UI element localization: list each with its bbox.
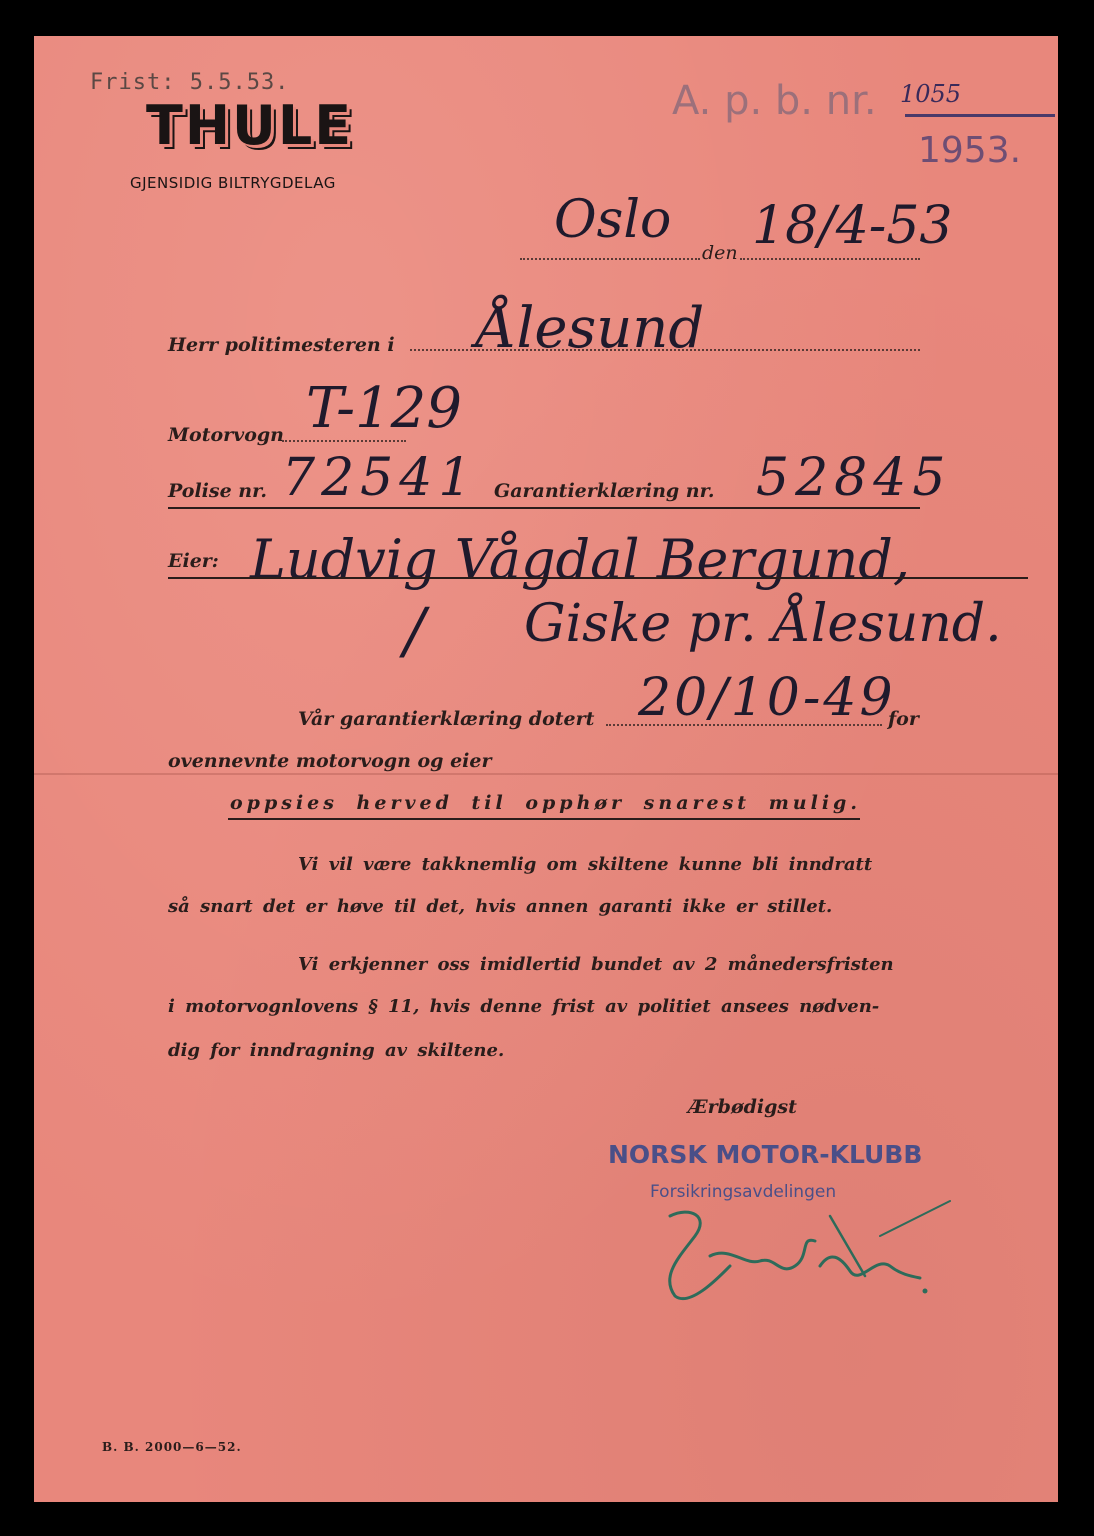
sender-stamp-department: Forsikringsavdelingen (650, 1182, 837, 1202)
place-handwritten: Oslo (554, 190, 672, 250)
guarantee-date-label: Vår garantierklæring dotert (298, 708, 595, 730)
recipient-dotted-line (410, 349, 920, 351)
vehicle-label: Motorvogn (168, 424, 284, 446)
para1-line2: så snart det er høve til det, hvis annen garanti ikke er stillet. (168, 896, 833, 917)
guarantee-label: Garantierklæring nr. (494, 480, 715, 502)
policy-underline (168, 507, 920, 509)
signature-drawing (650, 1196, 960, 1316)
owner-address-handwritten: Giske pr. Ålesund. (524, 594, 1002, 654)
date-dotted-line (740, 258, 920, 260)
apb-underline (905, 114, 1055, 117)
company-subtitle: GJENSIDIG BILTRYGDELAG (130, 174, 336, 192)
policy-label: Polise nr. (168, 480, 267, 502)
recipient-label: Herr politimesteren i (168, 334, 395, 356)
guarantee-date-dotted-line (606, 724, 882, 726)
den-label: den (702, 242, 738, 264)
guarantee-date-handwritten: 20/10-49 (638, 668, 896, 728)
body-line-1: ovennevnte motorvogn og eier (168, 750, 492, 772)
closing: Ærbødigst (688, 1096, 797, 1118)
guarantee-date-suffix: for (888, 708, 919, 730)
para2-line2: i motorvognlovens § 11, hvis denne frist av politiet ansees nødven- (168, 996, 880, 1017)
print-code-footer: B. B. 2000—6—52. (102, 1440, 242, 1454)
recipient-handwritten: Ålesund (476, 296, 705, 361)
para1-line1: Vi vil være takknemlig om skiltene kunne bli inndratt (298, 854, 873, 875)
apb-stamp-label: A. p. b. nr. (672, 78, 877, 124)
vehicle-handwritten: T-129 (306, 376, 462, 441)
typed-deadline-note: Frist: 5.5.53. (90, 70, 290, 95)
owner-underline (168, 577, 1028, 579)
sender-stamp-name: NORSK MOTOR-KLUBB (608, 1140, 923, 1169)
para2-line1: Vi erkjenner oss imidlertid bundet av 2 månedersfristen (298, 954, 894, 975)
body-emphasis: oppsies herved til opphør snarest mulig. (230, 792, 861, 814)
emphasis-underline (228, 818, 860, 820)
fold-line (34, 773, 1058, 775)
company-logo: THULE (146, 94, 354, 157)
place-dotted-line (520, 258, 700, 260)
owner-label: Eier: (168, 550, 219, 572)
owner-slash: / (404, 594, 425, 667)
owner-name-handwritten: Ludvig Vågdal Bergund, (250, 528, 911, 591)
guarantee-handwritten: 52845 (756, 448, 952, 508)
vehicle-dotted-line (282, 440, 406, 442)
apb-stamp-number: 1055 (900, 80, 962, 108)
date-handwritten: 18/4-53 (752, 196, 953, 256)
para2-line3: dig for inndragning av skiltene. (168, 1040, 505, 1061)
apb-stamp-year: 1953. (918, 130, 1022, 171)
policy-handwritten: 72541 (282, 448, 478, 508)
